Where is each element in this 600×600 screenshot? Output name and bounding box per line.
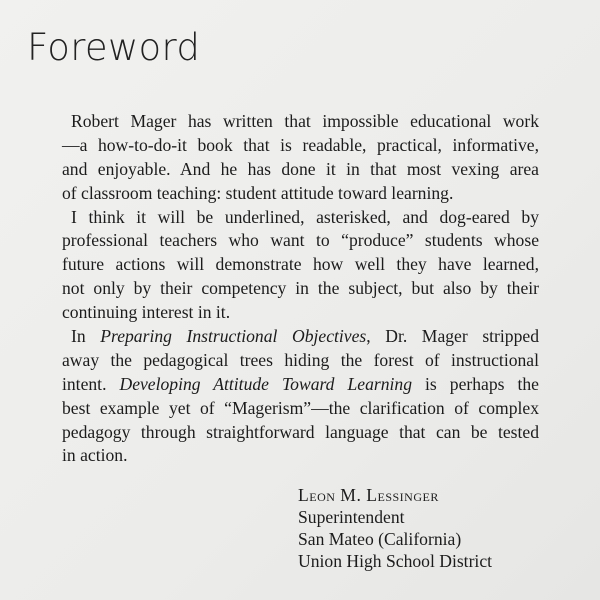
signature-block	[298, 484, 492, 572]
text-line	[62, 253, 539, 277]
text-segment: , Dr. Mager stripped	[366, 326, 539, 347]
book-title: Preparing Instructional Objectives	[100, 326, 367, 347]
text-line	[62, 182, 539, 206]
signature-district: Union High School District	[298, 551, 493, 571]
text-segment: intent.	[62, 373, 120, 394]
signature-location: San Mateo (California)	[298, 529, 462, 549]
text-segment: —a how-to-do-it book that is readable, practical, informative,	[62, 134, 539, 155]
text-segment: future actions will demonstrate how well they have learned,	[62, 254, 539, 275]
text-segment: I think it will be underlined, asterisked, and dog-eared by	[71, 206, 539, 227]
book-title: Developing Attitude Toward Learning	[119, 373, 413, 394]
text-segment: Robert Mager has written that impossible educational work	[71, 111, 539, 131]
text-segment: best example yet of “Magerism”—the clarification of complex	[62, 397, 539, 418]
text-segment: professional teachers who want to “produce” students whose	[62, 230, 539, 251]
text-line	[62, 301, 539, 325]
text-line	[62, 444, 539, 468]
text-segment: in action.	[62, 445, 128, 466]
text-line	[62, 158, 539, 182]
text-segment: In	[71, 326, 101, 347]
text-segment: of classroom teaching: student attitude toward learning.	[62, 182, 454, 203]
text-line	[62, 277, 539, 301]
text-line	[62, 325, 539, 349]
text-segment: is perhaps the	[412, 373, 539, 394]
text-line	[62, 110, 539, 134]
text-line	[62, 421, 539, 445]
signature-name: Leon M. Lessinger	[298, 485, 439, 505]
paragraph	[62, 206, 539, 325]
paragraph	[62, 110, 539, 206]
text-line	[62, 397, 539, 421]
text-segment: and enjoyable. And he has done it in that most vexing area	[62, 158, 539, 179]
text-line	[62, 206, 539, 230]
text-segment: continuing interest in it.	[62, 302, 231, 323]
text-segment: pedagogy through straightforward language that can be tested	[62, 421, 539, 442]
text-line	[62, 134, 539, 158]
paragraph	[62, 325, 539, 468]
text-segment: away the pedagogical trees hiding the forest of instructional	[62, 349, 539, 370]
signature-position: Superintendent	[298, 507, 405, 527]
foreword-body	[62, 110, 539, 468]
page-title: Foreword	[27, 26, 201, 69]
text-segment: not only by their competency in the subject, but also by their	[62, 278, 539, 299]
text-line	[62, 373, 539, 397]
text-line	[62, 349, 539, 373]
text-line	[62, 229, 539, 253]
